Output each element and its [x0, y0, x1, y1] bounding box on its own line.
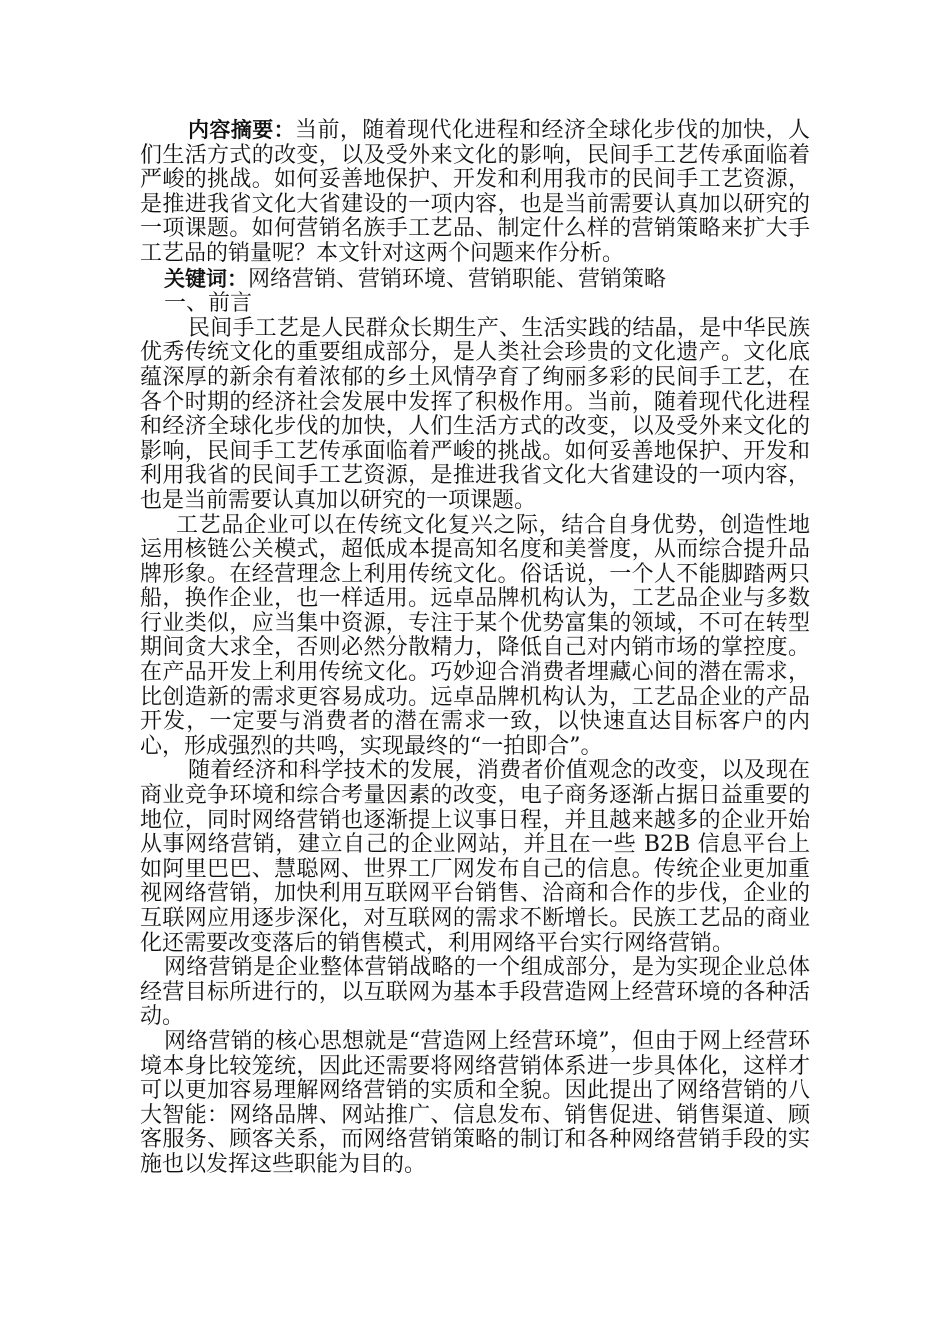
keywords-text: 网络营销、营销环境、营销职能、营销策略 — [248, 266, 667, 292]
section-heading: 一、前言 — [164, 291, 253, 317]
abstract-text: 当前，随着现代化进程和经济全球化步伐的加快，人们生活方式的改变，以及受外来文化的影响，民间手工艺传承面临着严峻的挑战。如何妥善地保护、开发和利用我市的民间手工艺资源，是推进我省文化大省建设的一项内容，也是当前需要认真加以研究的一项课题。如何营销名族手工艺品、制定什么样的营销策略来扩大手工艺品的销量呢？本文针对这两个问题来作分析。 — [140, 118, 810, 266]
body-paragraph: 网络营销是企业整体营销战略的一个组成部分，是为实现企业总体经营目标所进行的，以互联网为基本手段营造网上经营环境的各种活动。 — [140, 955, 810, 1030]
document-page — [140, 118, 810, 1178]
keywords-line — [140, 267, 810, 293]
body-paragraph: 民间手工艺是人民群众长期生产、生活实践的结晶，是中华民族优秀传统文化的重要组成部分，是人类社会珍贵的文化遗产。文化底蕴深厚的新余有着浓郁的乡土风情孕育了绚丽多彩的民间手工艺，在各个时期的经济社会发展中发挥了积极作用。当前，随着现代化进程和经济全球化步伐的加快，人们生活方式的改变，以及受外来文化的影响，民间手工艺传承面临着严峻的挑战。如何妥善地保护、开发和利用我省的民间手工艺资源，是推进我省文化大省建设的一项内容，也是当前需要认真加以研究的一项课题。 — [140, 315, 810, 513]
abstract-paragraph — [140, 118, 810, 267]
body-paragraph: 网络营销的核心思想就是“营造网上经营环境”，但由于网上经营环境本身比较笼统，因此还需要将网络营销体系进一步具体化，这样才可以更加容易理解网络营销的实质和全貌。因此提出了网络营销的八大智能：网络品牌、网站推广、信息发布、销售促进、销售渠道、顾客服务、顾客关系，而网络营销策略的制订和各种网络营销手段的实施也以发挥这些职能为目的。 — [140, 1028, 810, 1177]
abstract-label: 内容摘要： — [188, 118, 296, 142]
keywords-label: 关键词： — [164, 266, 248, 291]
body-paragraph: 工艺品企业可以在传统文化复兴之际，结合自身优势，创造性地运用核链公关模式，超低成本提高知名度和美誉度，从而综合提升品牌形象。在经营理念上利用传统文化。俗话说，一个人不能脚踏两只船，换作企业，也一样适用。远卓品牌机构认为，工艺品企业与多数行业类似，应当集中资源，专注于某个优势富集的领域，不可在转型期间贪大求全，否则必然分散精力，降低自己对内销市场的掌控度。在产品开发上利用传统文化。巧妙迎合消费者埋藏心间的潜在需求，比创造新的需求更容易成功。远卓品牌机构认为，工艺品企业的产品开发，一定要与消费者的潜在需求一致，以快速直达目标客户的内心，形成强烈的共鸣，实现最终的“一拍即合”。 — [140, 512, 810, 759]
body-paragraph: 随着经济和科学技术的发展，消费者价值观念的改变，以及现在商业竞争环境和综合考量因素的改变，电子商务逐渐占据日益重要的地位，同时网络营销也逐渐提上议事日程，并且越来越多的企业开始从事网络营销，建立自己的企业网站，并且在一些 B2B 信息平台上如阿里巴巴、慧聪网、世界工厂网发布自己的信息。传统企业更加重视网络营销，加快利用互联网平台销售、洽商和合作的步伐，企业的互联网应用逐步深化，对互联网的需求不断增长。民族工艺品的商业化还需要改变落后的销售模式，利用网络平台实行网络营销。 — [140, 758, 810, 956]
